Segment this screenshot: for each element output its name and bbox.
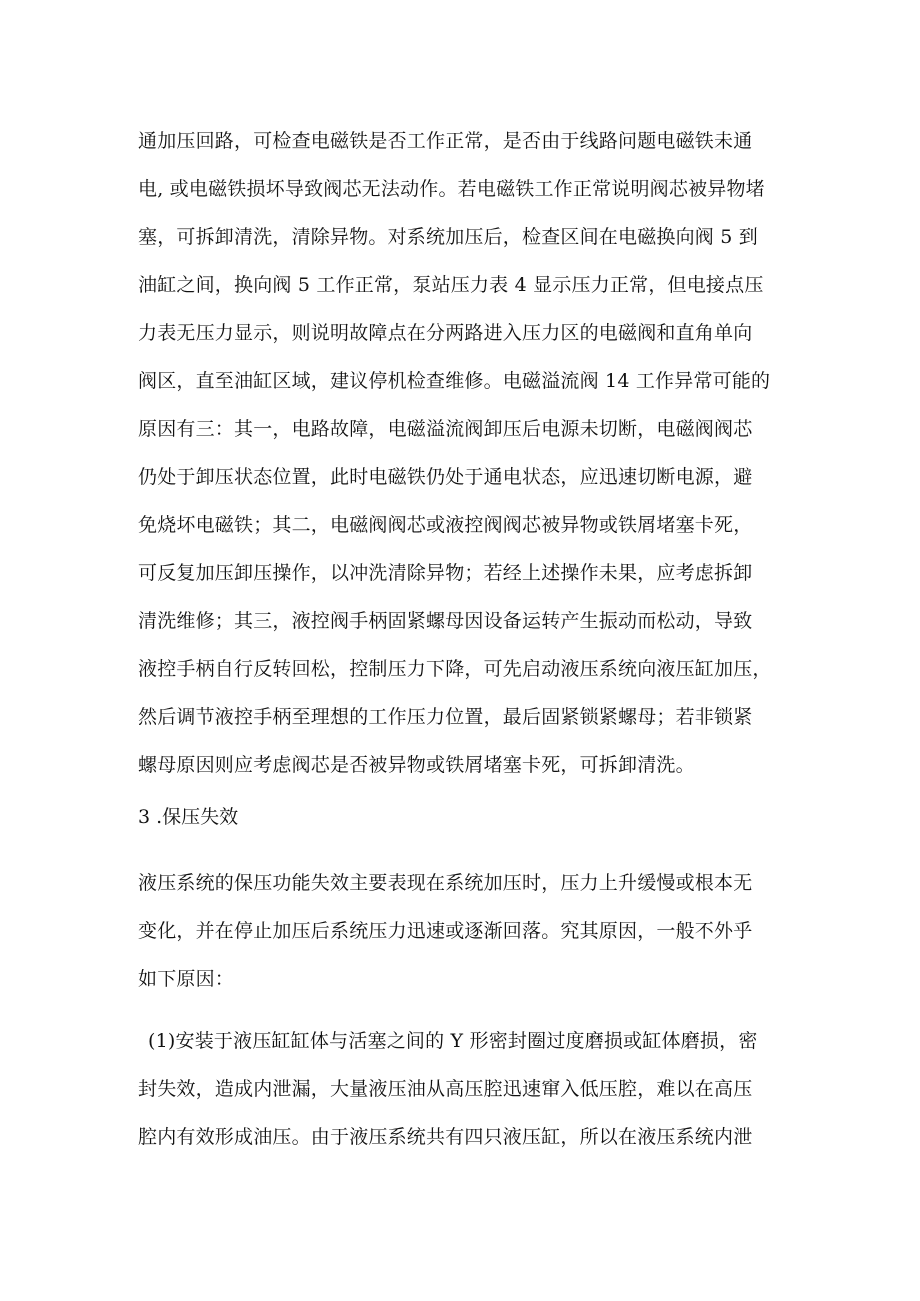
paragraph3-line-2: 封失效，造成内泄漏，大量液压油从高压腔迅速窜入低压腔，难以在高压 [138,1078,753,1100]
paragraph1-line-5: 力表无压力显示，则说明故障点在分两路进入压力区的电磁阀和直角单向 [138,322,753,344]
paragraph1-line-6: 阀区，直至油缸区域，建议停机检查维修。电磁溢流阀 14 工作异常可能的 [138,370,771,392]
paragraph1-line-2: 电, 或电磁铁损坏导致阀芯无法动作。若电磁铁工作正常说明阀芯被异物堵 [138,178,765,200]
paragraph1-line-12: 液控手柄自行反转回松，控制压力下降，可先启动液压系统向液压缸加压， [138,658,772,680]
paragraph2-line-2: 变化，并在停止加压后系统压力迅速或逐渐回落。究其原因，一般不外乎 [138,920,753,942]
paragraph1-line-14: 螺母原因则应考虑阀芯是否被异物或铁屑堵塞卡死，可拆卸清洗。 [138,754,695,776]
paragraph1-line-1: 通加压回路，可检查电磁铁是否工作正常，是否由于线路问题电磁铁未通 [138,130,753,152]
paragraph1-line-10: 可反复加压卸压操作，以冲洗清除异物；若经上述操作未果，应考虑拆卸 [138,562,753,584]
paragraph1-line-13: 然后调节液控手柄至理想的工作压力位置，最后固紧锁紧螺母；若非锁紧 [138,706,753,728]
paragraph2-line-3: 如下原因： [138,968,235,990]
paragraph3-line-3: 腔内有效形成油压。由于液压系统共有四只液压缸，所以在液压系统内泄 [138,1126,753,1148]
paragraph1-line-7: 原因有三：其一，电路故障，电磁溢流阀卸压后电源未切断，电磁阀阀芯 [138,418,753,440]
section-heading: 3 .保压失效 [138,806,239,828]
paragraph1-line-11: 清洗维修；其三，液控阀手柄固紧螺母因设备运转产生振动而松动，导致 [138,610,753,632]
paragraph1-line-3: 塞，可拆卸清洗，清除异物。对系统加压后，检查区间在电磁换向阀 5 到 [138,226,758,248]
paragraph1-line-9: 免烧坏电磁铁；其二，电磁阀阀芯或液控阀阀芯被异物或铁屑堵塞卡死， [138,514,753,536]
paragraph1-line-4: 油缸之间，换向阀 5 工作正常，泵站压力表 4 显示压力正常，但电接点压 [138,274,764,296]
paragraph1-line-8: 仍处于卸压状态位置，此时电磁铁仍处于通电状态，应迅速切断电源，避 [138,466,753,488]
paragraph3-line-1: (1)安装于液压缸缸体与活塞之间的 Y 形密封圈过度磨损或缸体磨损，密 [148,1030,758,1052]
paragraph2-line-1: 液压系统的保压功能失效主要表现在系统加压时，压力上升缓慢或根本无 [138,872,753,894]
